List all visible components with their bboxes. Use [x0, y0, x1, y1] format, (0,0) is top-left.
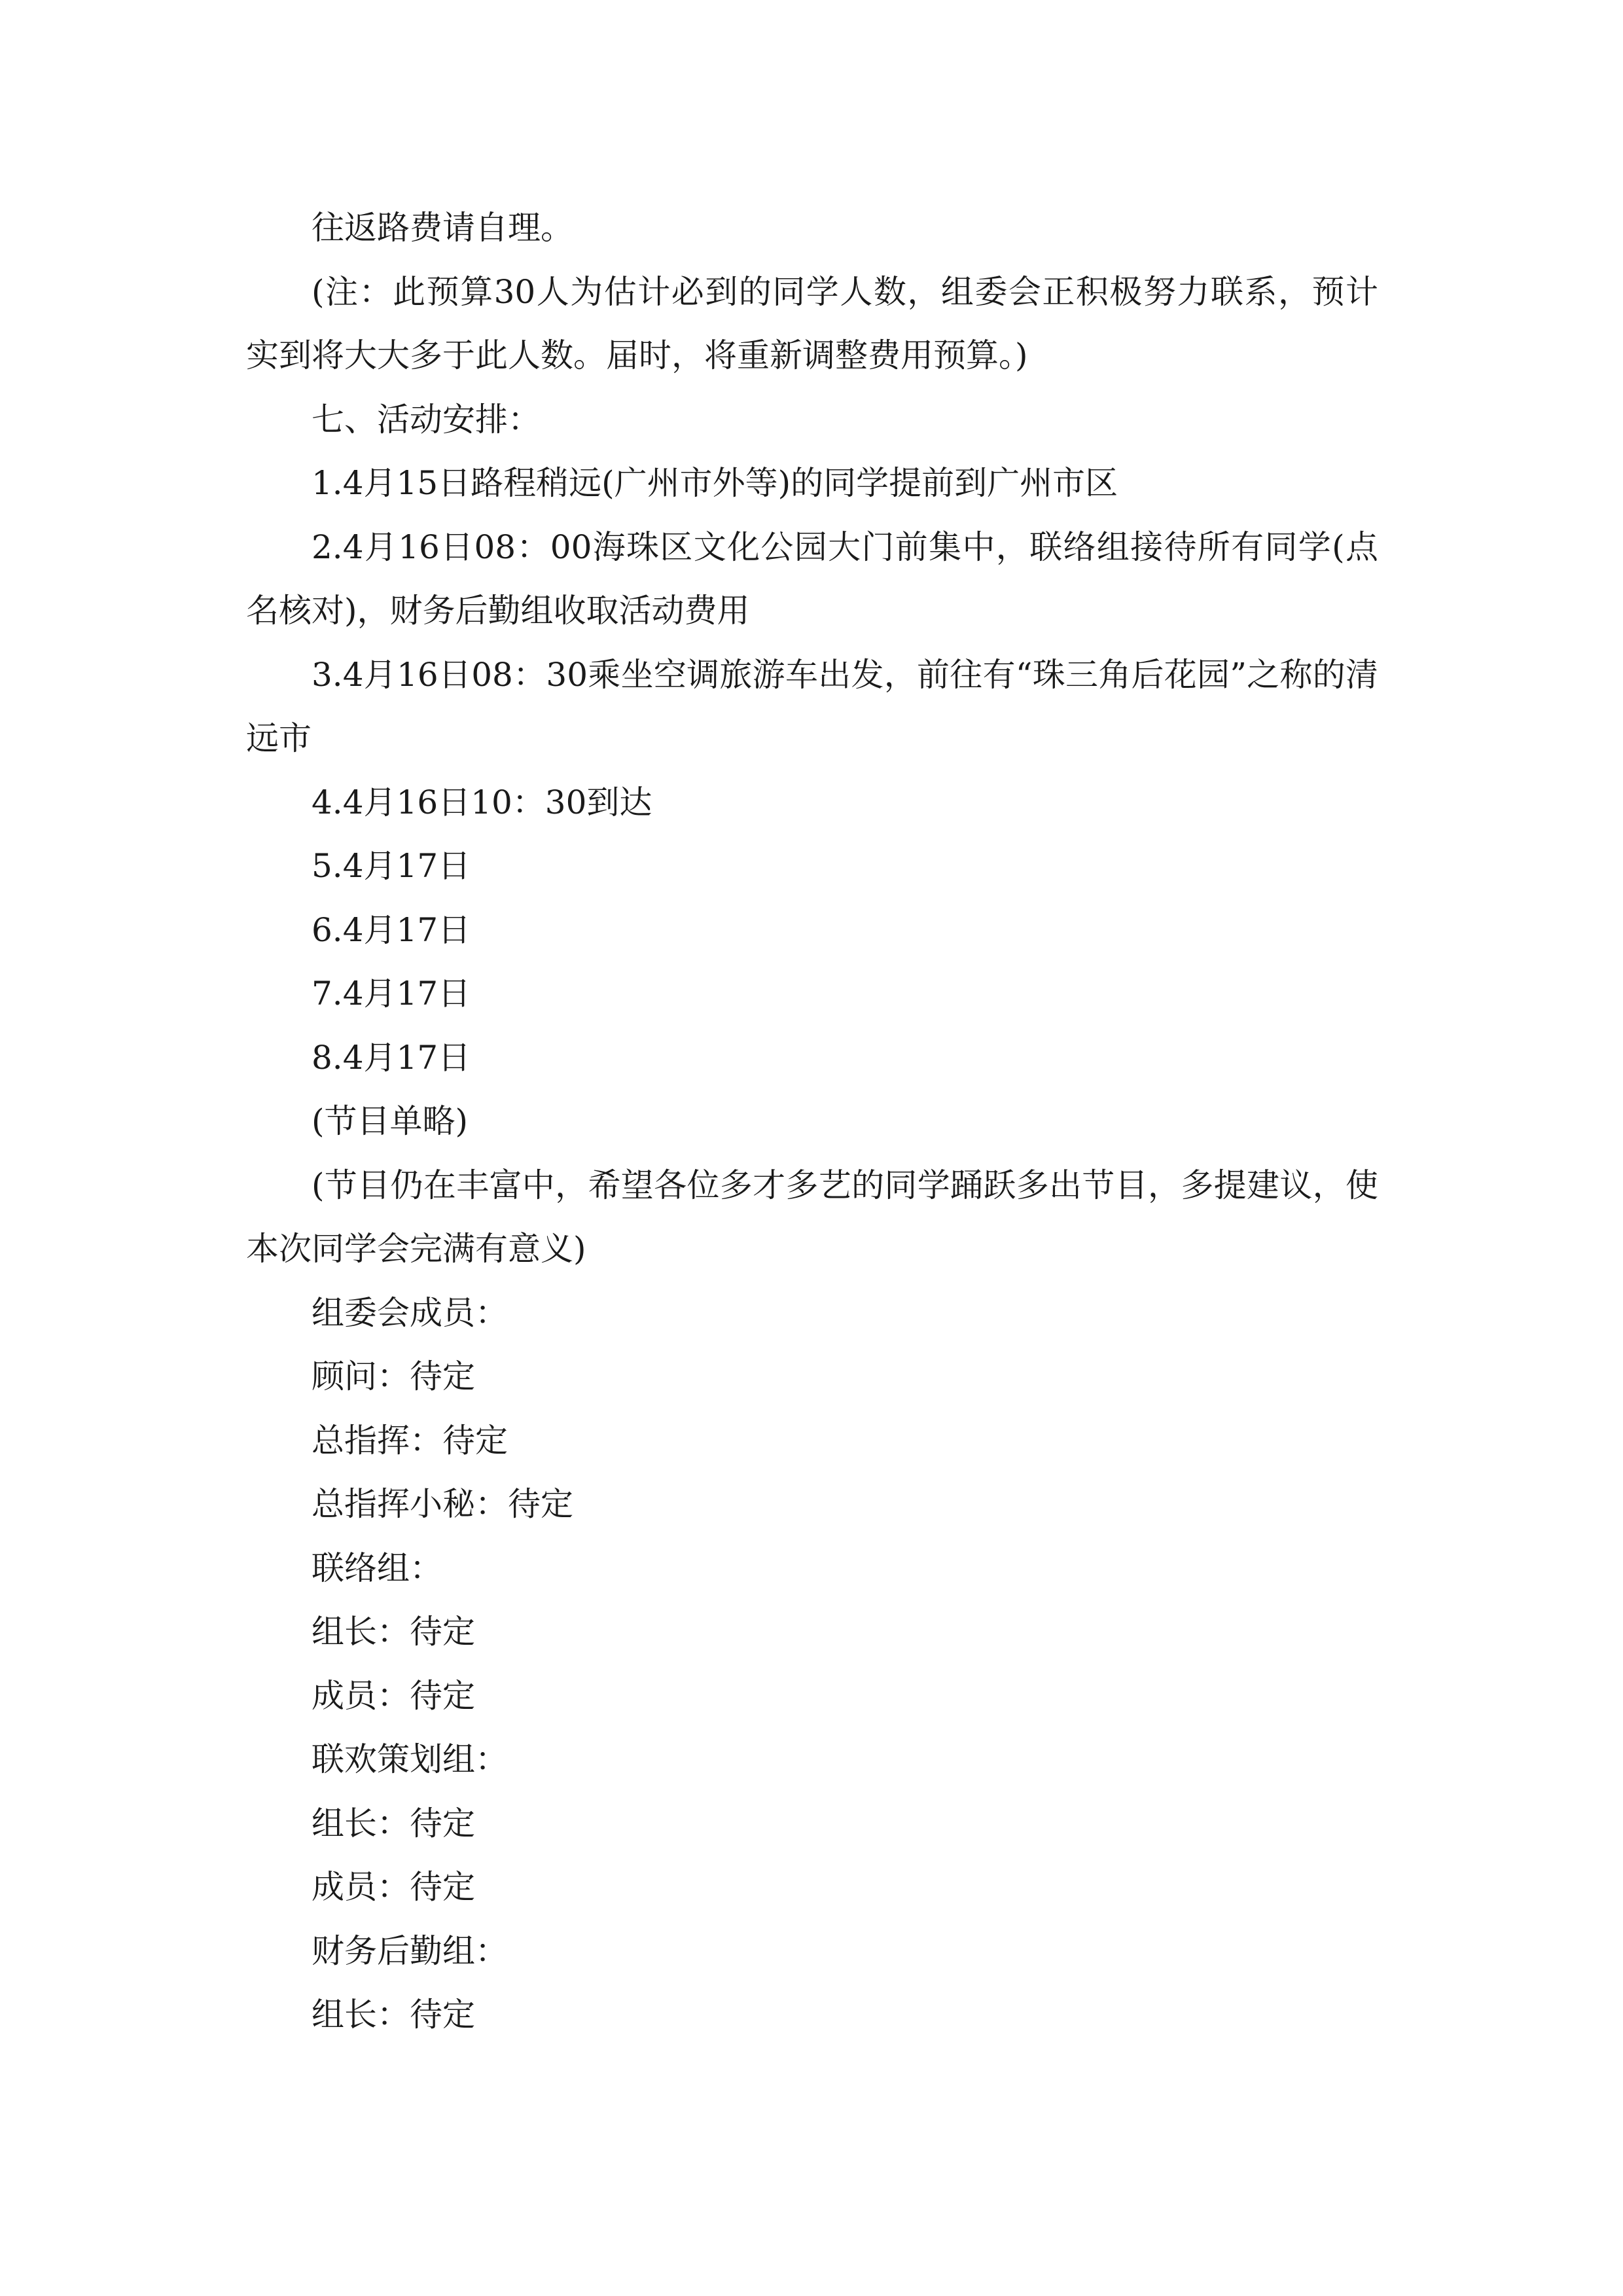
- party-planning-group-heading: 联欢策划组：: [312, 1740, 508, 1778]
- schedule-item-2: 2.4月16日08：00海珠区文化公园大门前集中，联络组接待所有同学(点名核对)，财务后勤组收取活动费用: [246, 528, 1378, 630]
- schedule-item-8: 8.4月17日: [312, 1038, 471, 1077]
- party-planning-group-leader: 组长：待定: [312, 1804, 475, 1842]
- section-heading-activity-schedule: 七、活动安排：: [312, 400, 541, 439]
- liaison-group-leader: 组长：待定: [312, 1613, 475, 1651]
- schedule-item-4: 4.4月16日10：30到达: [312, 783, 652, 821]
- program-invitation-note: (节目仍在丰富中，希望各位多才多艺的同学踊跃多出节目，多提建议，使本次同学会完满有意义): [246, 1166, 1378, 1268]
- party-planning-group-members: 成员：待定: [312, 1868, 475, 1906]
- committee-heading: 组委会成员：: [312, 1293, 508, 1332]
- schedule-item-7: 7.4月17日: [312, 975, 471, 1013]
- committee-commander: 总指挥：待定: [312, 1421, 508, 1460]
- committee-advisor: 顾问：待定: [312, 1357, 475, 1395]
- schedule-item-5: 5.4月17日: [312, 847, 471, 885]
- paragraph-travel-expense: 往返路费请自理。: [312, 209, 573, 247]
- paragraph-budget-note: (注：此预算30人为估计必到的同学人数，组委会正积极努力联系，预计实到将大大多于此人数。届时，将重新调整费用预算。): [246, 272, 1378, 374]
- liaison-group-heading: 联络组：: [312, 1549, 442, 1587]
- committee-commander-secretary: 总指挥小秘：待定: [312, 1485, 573, 1523]
- schedule-item-6: 6.4月17日: [312, 910, 471, 949]
- program-list-note: (节目单略): [312, 1102, 469, 1140]
- finance-logistics-group-heading: 财务后勤组：: [312, 1931, 508, 1970]
- liaison-group-members: 成员：待定: [312, 1676, 475, 1715]
- finance-logistics-group-leader: 组长：待定: [312, 1996, 475, 2034]
- schedule-item-1: 1.4月15日路程稍远(广州市外等)的同学提前到广州市区: [312, 464, 1118, 502]
- schedule-item-3: 3.4月16日08：30乘坐空调旅游车出发，前往有“珠三角后花园”之称的清远市: [246, 655, 1378, 757]
- document-body: [246, 196, 1378, 2047]
